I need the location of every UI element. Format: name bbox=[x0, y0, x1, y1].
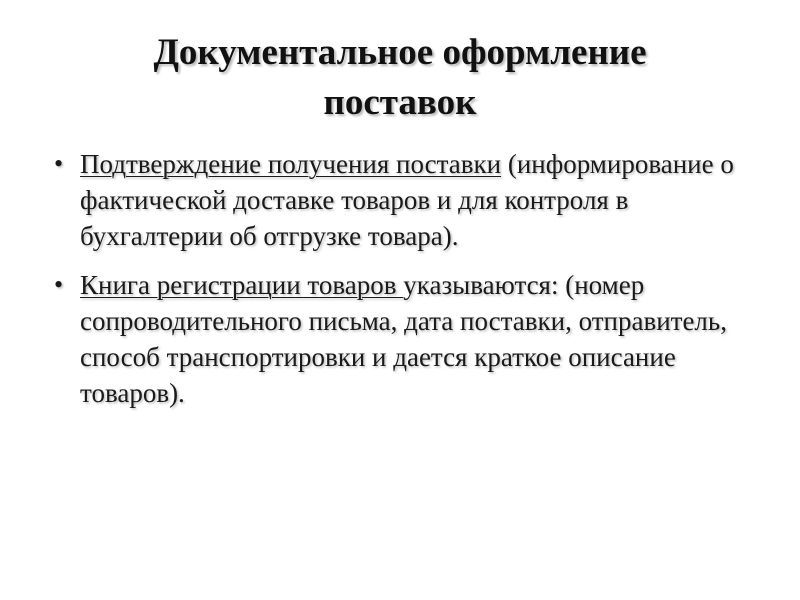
bullet-dot-icon: • bbox=[54, 270, 64, 299]
bullet-description: (информирование о фактической доставке товаров и для контроля в бухгалтерии об отгрузке товара). bbox=[80, 149, 734, 251]
bullet-item-registration-book bbox=[52, 267, 772, 411]
bullet-dot-icon: • bbox=[54, 149, 64, 178]
bullet-description: указываются: (номер сопроводительного письма, дата поставки, отправитель, способ транспортировки и дается краткое описание товаров). bbox=[80, 270, 727, 408]
bullet-term-underlined: Книга регистрации товаров bbox=[80, 270, 404, 300]
bullet-item-confirmation bbox=[52, 146, 772, 254]
bullet-list bbox=[52, 146, 772, 424]
slide-title-line-2: поставок bbox=[323, 82, 477, 123]
slide-title bbox=[0, 28, 800, 128]
bullet-term-underlined: Подтверждение получения поставки bbox=[80, 149, 502, 179]
slide-title-line-1: Документальное оформление bbox=[153, 32, 647, 73]
